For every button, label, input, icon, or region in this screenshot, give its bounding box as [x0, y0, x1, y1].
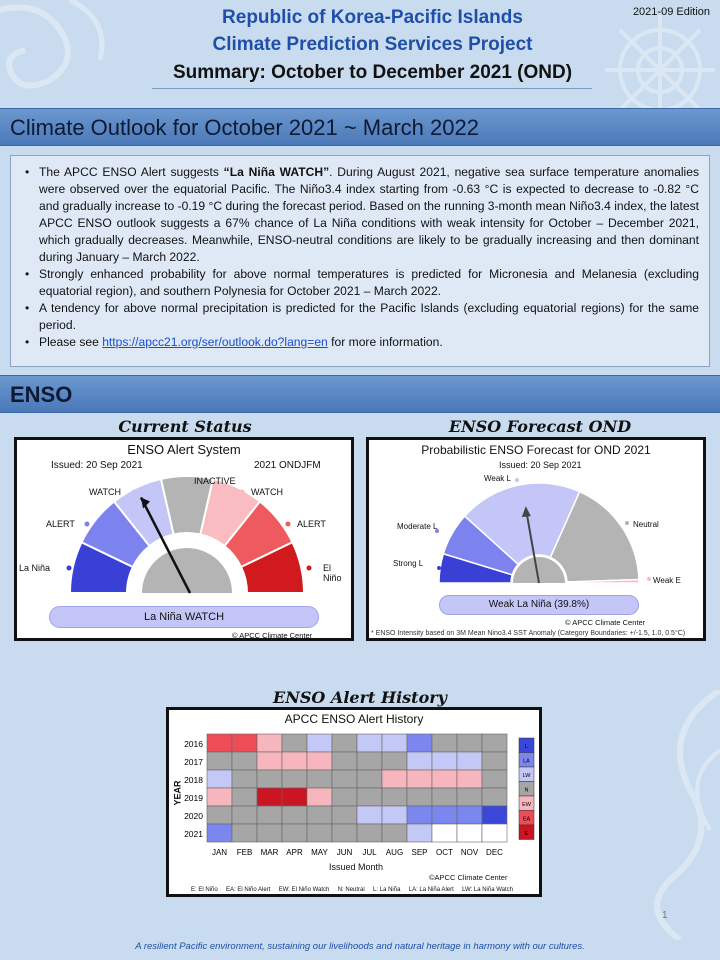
heatmap-cell: [357, 788, 382, 806]
header-divider: [152, 88, 592, 89]
heatmap-cell: [457, 770, 482, 788]
alert-label-dot: [67, 566, 72, 571]
history-ylabel: YEAR: [172, 780, 183, 806]
heatmap-cell: [457, 734, 482, 752]
heatmap-cell: [482, 734, 507, 752]
heatmap-cell: [432, 824, 457, 842]
side-ornament-right: [620, 690, 720, 940]
heatmap-year-label: 2020: [184, 811, 203, 821]
heatmap-legend-label: N: [524, 787, 529, 794]
heatmap-cell: [407, 770, 432, 788]
heatmap-year-label: 2016: [184, 739, 203, 749]
heatmap-cell: [232, 734, 257, 752]
heatmap-cell: [257, 770, 282, 788]
forecast-label-weak-l: Weak L: [484, 474, 511, 483]
forecast-label-dot: [515, 478, 519, 482]
heatmap-cell: [232, 752, 257, 770]
outlook-bullet-1: [23, 164, 699, 266]
alert-system-title: ENSO Alert System: [127, 442, 241, 457]
forecast-heading: ENSO Forecast OND: [448, 417, 632, 436]
heatmap-month-label: MAY: [311, 848, 328, 857]
alert-label-dot: [240, 490, 245, 495]
history-credit: ©APCC Climate Center: [429, 873, 508, 882]
heatmap-cell: [257, 734, 282, 752]
heatmap-cell: [207, 770, 232, 788]
alert-label-dot: [185, 479, 190, 484]
alert-label-dot: [307, 566, 312, 571]
forecast-status-pill: [439, 595, 639, 615]
heatmap-legend-label: E: [524, 831, 529, 837]
heatmap-month-label: SEP: [411, 848, 428, 857]
bullet-text: Please see: [39, 335, 103, 349]
heatmap-cell: [382, 734, 407, 752]
heatmap-cell: [407, 824, 432, 842]
outlook-bullet-4: [23, 334, 699, 351]
bullet-text: A tendency for above normal precipitation is predicted for the Pacific Islands (excluding equatorial regions) for the same period.: [39, 301, 699, 332]
bullet-text: The APCC ENSO Alert suggests: [39, 165, 224, 179]
heatmap-year-label: 2017: [184, 757, 203, 767]
alert-label-dot: [132, 490, 137, 495]
heatmap-cell: [282, 824, 307, 842]
heatmap-legend-label: LA: [523, 758, 530, 765]
forecast-footnote: * ENSO Intensity based on 3M Mean Nino3.4 SST Anomaly (Category Boundaries: +/-1.5, 1.0, 0.5°C): [371, 630, 686, 637]
heatmap-cell: [332, 806, 357, 824]
header-summary: Summary: October to December 2021 (OND): [172, 62, 573, 83]
history-xlabel: Issued Month: [329, 862, 384, 872]
heatmap-month-label: AUG: [385, 848, 404, 857]
heatmap-cell: [282, 770, 307, 788]
heatmap-month-label: FEB: [236, 848, 253, 857]
forecast-status-text: Weak La Niña (39.8%): [488, 599, 590, 610]
forecast-label-moderate-l: Moderate L: [397, 522, 438, 531]
forecast-label-strong-l: Strong L: [393, 559, 424, 568]
heatmap-cell: [432, 734, 457, 752]
heatmap-cell: [232, 770, 257, 788]
current-status-heading: Current Status: [118, 417, 252, 436]
heatmap-cell: [432, 806, 457, 824]
heatmap-month-label: DEC: [486, 848, 503, 857]
heatmap-legend-label: LW: [522, 773, 531, 779]
alert-label-dot: [85, 522, 90, 527]
outlook-bullet-3: [23, 300, 699, 334]
heatmap-cell: [257, 806, 282, 824]
heatmap-cell: [282, 752, 307, 770]
bullet-bold-text: “La Niña WATCH”: [223, 165, 330, 179]
heatmap-cell: [282, 788, 307, 806]
alert-period: 2021 ONDJFM: [254, 460, 321, 471]
header-title-line1: Republic of Korea-Pacific Islands: [222, 7, 523, 28]
heatmap-month-label: APR: [286, 848, 303, 857]
outlook-bullets: [23, 164, 699, 351]
forecast-label-dot: [625, 521, 629, 525]
heatmap-cell: [207, 824, 232, 842]
outlook-band: [0, 108, 720, 146]
heatmap-month-label: NOV: [460, 848, 479, 857]
bullet-text: . During August 2021, negative sea surface temperature anomalies were observed over the equatorial Pacific. The Niño3.4 index starting from -0.63 °C is expected to decrease to -0.82 °C and gradually increase to -0.19 °C during the forecast period. Based on the running 3-month mean Niño3.4 index, the latest APCC ENSO outlook suggests a 67% chance of La Niña conditions with weak intensity for October – December 2021, which gradually decreases. Meanwhile, ENSO-neutral conditions are likely to be gradually increasing and then dominant during January – March 2022.: [39, 165, 700, 264]
outlook-title: Climate Outlook for October 2021 ~ March 2022: [10, 115, 479, 140]
heatmap-cell: [357, 770, 382, 788]
heatmap-cell: [357, 806, 382, 824]
heatmap-cell: [382, 788, 407, 806]
heatmap-cell: [307, 770, 332, 788]
heatmap-cell: [307, 806, 332, 824]
heatmap-cell: [307, 752, 332, 770]
heatmap-cell: [457, 752, 482, 770]
heatmap-year-label: 2018: [184, 775, 203, 785]
header: [0, 0, 720, 100]
heatmap-cell: [457, 788, 482, 806]
enso-title: ENSO: [10, 382, 73, 407]
alert-label-dot: [286, 522, 291, 527]
alert-issued-date: Issued: 20 Sep 2021: [51, 460, 143, 471]
heatmap-cell: [407, 752, 432, 770]
alert-label-el-alert: ALERT: [297, 519, 326, 529]
outlook-link[interactable]: https://apcc21.org/ser/outlook.do?lang=en: [102, 335, 328, 349]
heatmap-cell: [207, 806, 232, 824]
history-legend-footer: E: El Niño EA: El Niño Alert EW: El Niño Watch N: Neutral L: La Niña LA: La Niña Alert LW: La Niña Watch: [191, 887, 514, 893]
heatmap-cell: [332, 770, 357, 788]
heatmap-month-label: JUN: [336, 848, 353, 857]
heatmap-cell: [407, 806, 432, 824]
heatmap-cell: [207, 734, 232, 752]
heatmap-legend-label: EW: [522, 802, 531, 808]
heatmap-cell: [332, 734, 357, 752]
heatmap-cell: [307, 824, 332, 842]
forecast-issued-date: Issued: 20 Sep 2021: [499, 460, 582, 470]
heatmap-cell: [232, 824, 257, 842]
history-title: APCC ENSO Alert History: [284, 712, 424, 726]
alert-label-el-watch: WATCH: [251, 487, 283, 497]
alert-credit: © APCC Climate Center: [232, 631, 313, 640]
heatmap-cell: [357, 734, 382, 752]
heatmap-cell: [307, 734, 332, 752]
heatmap-cell: [407, 788, 432, 806]
alert-label-inactive: INACTIVE: [194, 476, 236, 486]
heatmap-cell: [332, 788, 357, 806]
heatmap-cell: [482, 752, 507, 770]
history-panel: [166, 707, 542, 897]
heatmap-cell: [482, 806, 507, 824]
alert-label-el-nino: El Niño: [323, 563, 342, 583]
heatmap-cell: [257, 752, 282, 770]
heatmap-cell: [282, 734, 307, 752]
heatmap-month-label: JUL: [362, 848, 377, 857]
alert-label-la-nina: La Niña: [19, 563, 51, 573]
heatmap-year-label: 2019: [184, 793, 203, 803]
forecast-label-dot: [437, 566, 441, 570]
outlook-box: [10, 155, 710, 367]
heatmap-cell: [432, 752, 457, 770]
heatmap-month-label: OCT: [436, 848, 453, 857]
heatmap-cell: [257, 824, 282, 842]
heatmap-cell: [257, 788, 282, 806]
heatmap-cell: [482, 788, 507, 806]
heatmap-cell: [282, 806, 307, 824]
alert-label-la-alert: ALERT: [46, 519, 75, 529]
heatmap-legend-label: L: [524, 744, 529, 750]
heatmap-legend-label: EA: [522, 816, 531, 823]
footer-motto: A resilient Pacific environment, sustaining our livelihoods and natural heritage in harmony with our cultures.: [135, 941, 585, 952]
heatmap-cell: [332, 824, 357, 842]
alert-label-la-watch: WATCH: [89, 487, 121, 497]
heatmap-cell: [482, 770, 507, 788]
heatmap-year-label: 2021: [184, 829, 203, 839]
heatmap-cell: [357, 824, 382, 842]
forecast-title: Probabilistic ENSO Forecast for OND 2021: [421, 443, 651, 457]
heatmap-cell: [482, 824, 507, 842]
forecast-credit: © APCC Climate Center: [565, 618, 646, 627]
heatmap-cell: [382, 770, 407, 788]
forecast-panel: [366, 437, 706, 641]
heatmap-cell: [432, 788, 457, 806]
heatmap-cell: [357, 752, 382, 770]
heatmap-month-label: MAR: [260, 848, 279, 857]
heatmap-cell: [457, 824, 482, 842]
current-status-panel: [14, 437, 354, 641]
bullet-text: for more information.: [327, 335, 443, 349]
heatmap-cell: [232, 806, 257, 824]
enso-band: [0, 375, 720, 413]
bullet-text: Strongly enhanced probability for above normal temperatures is predicted for Micronesia and Melanesia (excluding equatorial region), and southern Polynesia for October 2021 – March 2022.: [39, 267, 699, 298]
heatmap-cell: [382, 824, 407, 842]
history-heading: ENSO Alert History: [273, 688, 447, 707]
heatmap-cell: [432, 770, 457, 788]
heatmap-cell: [332, 752, 357, 770]
heatmap-cell: [207, 752, 232, 770]
edition-label: 2021-09 Edition: [632, 6, 710, 18]
heatmap-cell: [457, 806, 482, 824]
outlook-bullet-2: [23, 266, 699, 300]
forecast-label-dot: [647, 577, 651, 581]
heatmap-cell: [382, 806, 407, 824]
heatmap-month-label: JAN: [211, 848, 228, 857]
alert-status-text: La Niña WATCH: [143, 611, 225, 623]
heatmap-cell: [207, 788, 232, 806]
heatmap-cell: [232, 788, 257, 806]
heatmap-cell: [407, 734, 432, 752]
forecast-label-neutral: Neutral: [633, 520, 659, 529]
page-number: 1: [662, 910, 668, 921]
alert-status-pill: [49, 606, 319, 628]
heatmap-cell: [307, 788, 332, 806]
forecast-label-weak-e: Weak E: [653, 576, 681, 585]
heatmap-cell: [382, 752, 407, 770]
header-title-line2: Climate Prediction Services Project: [212, 34, 533, 55]
